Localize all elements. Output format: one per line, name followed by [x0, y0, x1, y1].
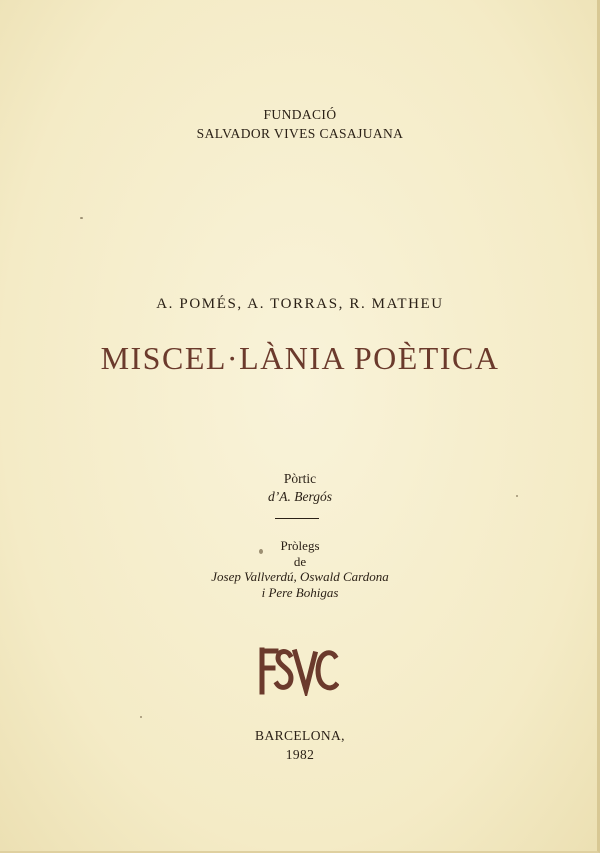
prolegs-de: de — [293, 553, 307, 569]
prolegs-authors-1: Josep Vallverdú, Oswald Cardona — [211, 569, 389, 584]
paper-speck — [80, 217, 83, 219]
authors-line: A. POMÉS, A. TORRAS, R. MATHEU — [156, 296, 444, 312]
paper-speck — [259, 549, 263, 554]
fsvc-logo — [257, 646, 339, 696]
portic-credit — [0, 470, 600, 506]
foundation-line-1: FUNDACIÓ — [263, 107, 337, 122]
imprint-city: BARCELONA, — [255, 728, 345, 743]
portic-author: d’A. Bergós — [268, 489, 332, 504]
foundation-line-2: SALVADOR VIVES CASAJUANA — [196, 126, 404, 141]
paper-speck — [516, 495, 518, 497]
divider-rule — [275, 518, 319, 519]
prolegs-label: Pròlegs — [280, 538, 320, 553]
portic-label: Pòrtic — [283, 471, 317, 486]
paper-speck — [140, 716, 142, 718]
foundation-name — [0, 105, 600, 143]
book-title: MISCEL·LÀNIA POÈTICA — [100, 340, 500, 376]
prolegs-authors-2: i Pere Bohigas — [261, 584, 339, 600]
imprint — [0, 726, 600, 764]
prolegs-credit — [0, 538, 600, 600]
imprint-year: 1982 — [285, 747, 315, 762]
